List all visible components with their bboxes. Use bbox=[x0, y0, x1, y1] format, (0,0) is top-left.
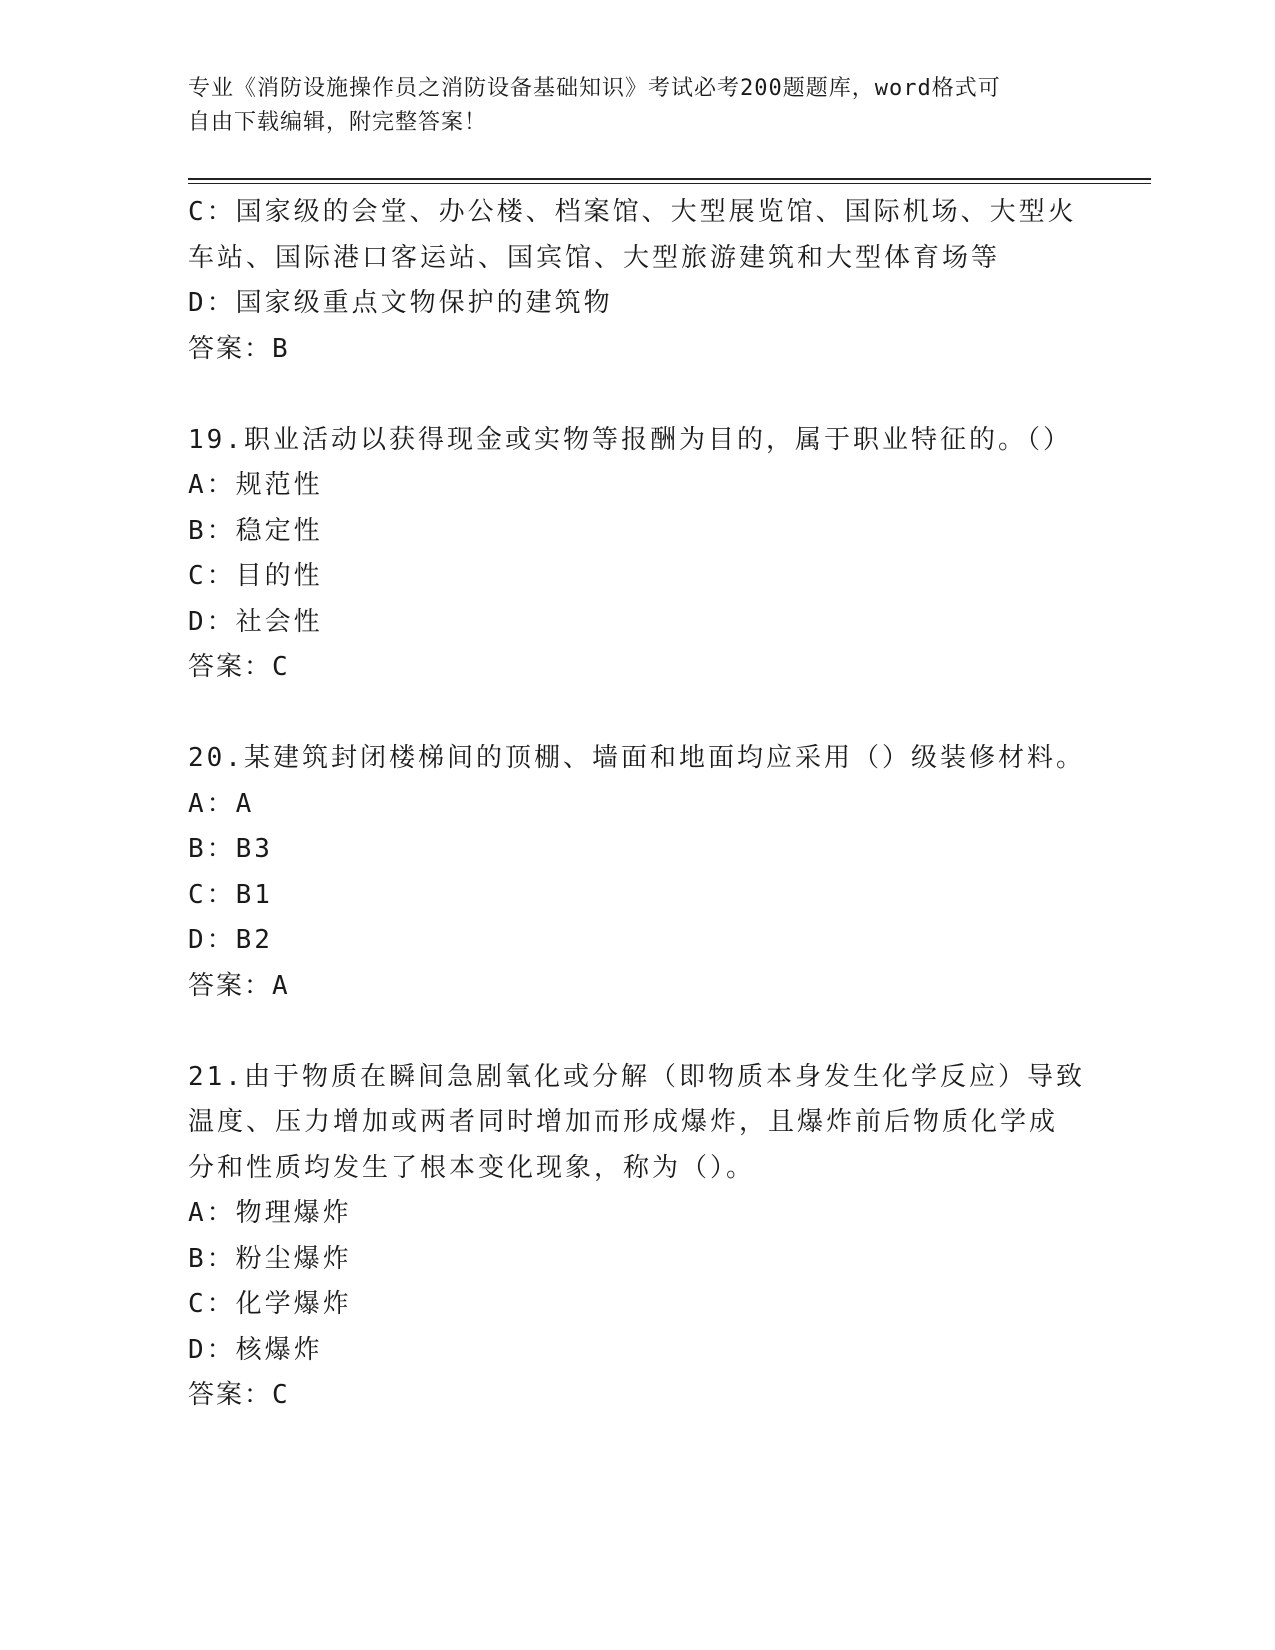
answer: 答案：C bbox=[188, 1380, 290, 1410]
option-c: C：B1 bbox=[188, 879, 273, 910]
question-text: 21.由于物质在瞬间急剧氧化或分解（即物质本身发生化学反应）导致 bbox=[188, 1061, 1085, 1092]
header-rule-thick bbox=[188, 178, 1151, 180]
document-header bbox=[188, 72, 1088, 140]
spacer bbox=[188, 372, 1088, 418]
option-d: D：B2 bbox=[188, 925, 273, 955]
question-19 bbox=[188, 418, 1088, 691]
answer: 答案：C bbox=[188, 652, 290, 682]
question-text-continued: 温度、压力增加或两者同时增加而形成爆炸，且爆炸前后物质化学成 bbox=[188, 1107, 1059, 1137]
option-c: C：目的性 bbox=[188, 561, 323, 591]
question-text: 20.某建筑封闭楼梯间的顶棚、墙面和地面均应采用（）级装修材料。 bbox=[188, 743, 1085, 773]
option-a: A：A bbox=[188, 788, 255, 819]
question-list bbox=[188, 190, 1088, 1419]
option-a: A：规范性 bbox=[188, 470, 323, 500]
option-d: D：国家级重点文物保护的建筑物 bbox=[188, 288, 613, 318]
question-20 bbox=[188, 736, 1088, 1009]
header-line-2: 自由下载编辑，附完整答案！ bbox=[188, 110, 488, 135]
option-b: B：B3 bbox=[188, 834, 273, 864]
question-text: 19.职业活动以获得现金或实物等报酬为目的，属于职业特征的。（） bbox=[188, 424, 1072, 455]
header-rule-thin bbox=[188, 183, 1151, 184]
question-18-carryover bbox=[188, 190, 1088, 372]
question-text-continued: 分和性质均发生了根本变化现象，称为（）。 bbox=[188, 1152, 756, 1183]
option-d: D：社会性 bbox=[188, 606, 323, 637]
answer: 答案：B bbox=[188, 333, 290, 364]
option-b: B：稳定性 bbox=[188, 515, 323, 546]
option-a: A：物理爆炸 bbox=[188, 1198, 352, 1228]
option-c: C：化学爆炸 bbox=[188, 1289, 352, 1319]
spacer bbox=[188, 691, 1088, 737]
answer: 答案：A bbox=[188, 970, 290, 1001]
option-c: C：国家级的会堂、办公楼、档案馆、大型展览馆、国际机场、大型火 bbox=[188, 197, 1077, 227]
question-21 bbox=[188, 1055, 1088, 1419]
option-b: B：粉尘爆炸 bbox=[188, 1243, 352, 1274]
header-line-1: 专业《消防设施操作员之消防设备基础知识》考试必考200题题库，word格式可 bbox=[188, 76, 1001, 101]
option-c-continued: 车站、国际港口客运站、国宾馆、大型旅游建筑和大型体育场等 bbox=[188, 242, 1001, 273]
option-d: D：核爆炸 bbox=[188, 1334, 323, 1365]
spacer bbox=[188, 1009, 1088, 1055]
